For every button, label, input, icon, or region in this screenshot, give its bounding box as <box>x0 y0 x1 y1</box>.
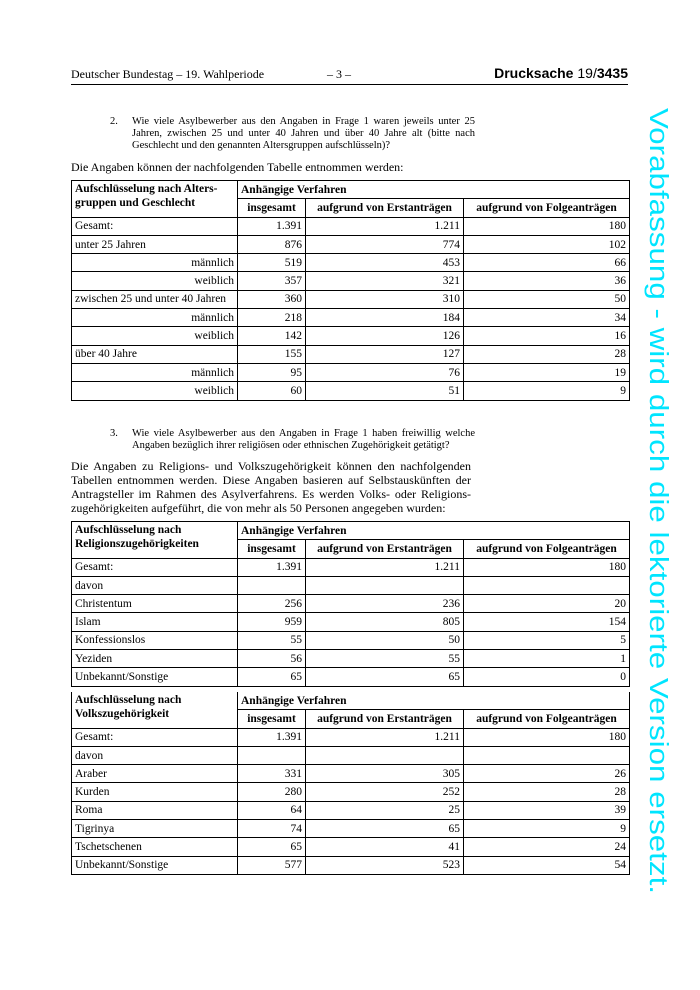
cell-first-applications: 126 <box>306 327 464 345</box>
cell-first-applications: 453 <box>306 254 464 272</box>
cell-follow-applications: 50 <box>464 290 630 308</box>
cell-follow-applications: 5 <box>464 631 630 649</box>
question-3-number: 3. <box>110 428 118 439</box>
cell-follow-applications: 0 <box>464 668 630 686</box>
table-row <box>72 272 630 290</box>
row-label: zwischen 25 und unter 40 Jahren <box>72 290 238 308</box>
cell-follow-applications: 19 <box>464 363 630 381</box>
row-label: Gesamt: <box>72 558 238 576</box>
cell-first-applications: 310 <box>306 290 464 308</box>
cell-first-applications: 774 <box>306 235 464 253</box>
row-label: weiblich <box>72 272 238 290</box>
cell-total: 1.391 <box>238 728 306 746</box>
cell-follow-applications: 28 <box>464 345 630 363</box>
table1-col-total: insgesamt <box>238 199 306 217</box>
cell-first-applications: 51 <box>306 382 464 400</box>
cell-first-applications: 1.211 <box>306 728 464 746</box>
cell-total: 876 <box>238 235 306 253</box>
cell-first-applications: 65 <box>306 820 464 838</box>
publisher-name: Deutscher Bundestag – 19. Wahlperiode <box>71 67 265 81</box>
table-row <box>72 290 630 308</box>
cell-total: 360 <box>238 290 306 308</box>
cell-total: 519 <box>238 254 306 272</box>
cell-first-applications: 55 <box>306 650 464 668</box>
cell-total: 55 <box>238 631 306 649</box>
table3-header-group: Anhängige Verfahren <box>238 692 630 710</box>
table-row <box>72 235 630 253</box>
table-row <box>72 820 630 838</box>
ethnicity-table <box>71 692 630 875</box>
row-label: über 40 Jahre <box>72 345 238 363</box>
cell-total: 331 <box>238 765 306 783</box>
cell-first-applications: 805 <box>306 613 464 631</box>
table-row <box>72 650 630 668</box>
question-2-number: 2. <box>110 116 118 127</box>
cell-follow-applications: 39 <box>464 801 630 819</box>
cell-first-applications: 321 <box>306 272 464 290</box>
row-label: Kurden <box>72 783 238 801</box>
cell-first-applications: 1.211 <box>306 217 464 235</box>
row-label: davon <box>72 576 238 594</box>
cell-follow-applications: 16 <box>464 327 630 345</box>
age-gender-table <box>71 180 630 401</box>
cell-follow-applications <box>464 746 630 764</box>
cell-total: 64 <box>238 801 306 819</box>
table-row <box>72 382 630 400</box>
cell-total: 577 <box>238 856 306 874</box>
row-label: weiblich <box>72 382 238 400</box>
question-3 <box>110 428 475 452</box>
cell-follow-applications: 154 <box>464 613 630 631</box>
doc-label: Drucksache <box>494 65 578 81</box>
cell-first-applications: 50 <box>306 631 464 649</box>
cell-follow-applications: 180 <box>464 217 630 235</box>
table-row <box>72 801 630 819</box>
question-2 <box>110 116 475 153</box>
row-label: Unbekannt/Sonstige <box>72 856 238 874</box>
cell-first-applications: 25 <box>306 801 464 819</box>
cell-follow-applications: 180 <box>464 558 630 576</box>
cell-total: 56 <box>238 650 306 668</box>
row-label: Araber <box>72 765 238 783</box>
cell-first-applications <box>306 746 464 764</box>
cell-total: 1.391 <box>238 217 306 235</box>
table3-col-follow: aufgrund von Folgeanträgen <box>464 710 630 728</box>
row-label: Gesamt: <box>72 728 238 746</box>
table-row <box>72 631 630 649</box>
question-2-text: Wie viele Asylbewerber aus den Angaben in Frage 1 waren jeweils unter 25 Jahren, zwischen 25 und unter 40 Jahren und über 40 Jahre alt (bitte nach Geschlecht und den genannten Altersgruppen aufschlüsseln)? <box>132 116 475 152</box>
cell-first-applications: 41 <box>306 838 464 856</box>
cell-total: 218 <box>238 309 306 327</box>
cell-follow-applications: 20 <box>464 595 630 613</box>
table1-header-group: Anhängige Verfahren <box>238 181 630 199</box>
cell-total: 959 <box>238 613 306 631</box>
row-label: Tschetschenen <box>72 838 238 856</box>
row-label: Unbekannt/Sonstige <box>72 668 238 686</box>
table1-col-follow: aufgrund von Folgeanträgen <box>464 199 630 217</box>
row-label: Yeziden <box>72 650 238 668</box>
cell-total <box>238 576 306 594</box>
draft-watermark-text: Vorabfassung - wird durch die lektorierte Version ersetzt. <box>644 108 672 748</box>
table3-header-left: Aufschlüsselung nach Volkszugehörigkeit <box>72 692 238 728</box>
row-label: weiblich <box>72 327 238 345</box>
cell-total: 60 <box>238 382 306 400</box>
table-row <box>72 746 630 764</box>
table2-header-left: Aufschlüsselung nach Religionszugehörigkeiten <box>72 522 238 559</box>
table2-header-group: Anhängige Verfahren <box>238 522 630 540</box>
cell-total: 357 <box>238 272 306 290</box>
table2-col-follow: aufgrund von Folgeanträgen <box>464 540 630 558</box>
cell-follow-applications: 26 <box>464 765 630 783</box>
cell-follow-applications: 9 <box>464 382 630 400</box>
table-row <box>72 217 630 235</box>
table1-col-first: aufgrund von Erstanträgen <box>306 199 464 217</box>
cell-follow-applications: 66 <box>464 254 630 272</box>
row-label: davon <box>72 746 238 764</box>
cell-follow-applications: 36 <box>464 272 630 290</box>
cell-total: 74 <box>238 820 306 838</box>
row-label: Gesamt: <box>72 217 238 235</box>
cell-first-applications: 236 <box>306 595 464 613</box>
table-row <box>72 345 630 363</box>
cell-total: 95 <box>238 363 306 381</box>
cell-follow-applications: 102 <box>464 235 630 253</box>
cell-first-applications: 65 <box>306 668 464 686</box>
cell-total: 142 <box>238 327 306 345</box>
row-label: unter 25 Jahren <box>72 235 238 253</box>
cell-follow-applications: 9 <box>464 820 630 838</box>
cell-follow-applications: 54 <box>464 856 630 874</box>
cell-total: 65 <box>238 838 306 856</box>
cell-follow-applications: 180 <box>464 728 630 746</box>
doc-number-prefix: 19/ <box>577 65 597 81</box>
table-row <box>72 595 630 613</box>
draft-watermark <box>638 108 682 898</box>
row-label: Tigrinya <box>72 820 238 838</box>
row-label: männlich <box>72 254 238 272</box>
table3-col-total: insgesamt <box>238 710 306 728</box>
table-row <box>72 309 630 327</box>
cell-follow-applications: 34 <box>464 309 630 327</box>
row-label: Roma <box>72 801 238 819</box>
page-header <box>71 66 628 85</box>
row-label: Islam <box>72 613 238 631</box>
cell-total: 280 <box>238 783 306 801</box>
table3-col-first: aufgrund von Erstanträgen <box>306 710 464 728</box>
cell-total: 1.391 <box>238 558 306 576</box>
cell-first-applications: 76 <box>306 363 464 381</box>
table-row <box>72 765 630 783</box>
table-row <box>72 856 630 874</box>
row-label: männlich <box>72 363 238 381</box>
table-row <box>72 558 630 576</box>
row-label: männlich <box>72 309 238 327</box>
page-number: – 3 – <box>327 67 351 81</box>
cell-first-applications: 252 <box>306 783 464 801</box>
table-row <box>72 668 630 686</box>
row-label: Christentum <box>72 595 238 613</box>
cell-total: 155 <box>238 345 306 363</box>
document-number <box>494 65 628 81</box>
answer-2-text: Die Angaben können der nachfolgenden Tabelle entnommen werden: <box>71 160 404 174</box>
table2-col-first: aufgrund von Erstanträgen <box>306 540 464 558</box>
table-row <box>72 613 630 631</box>
answer-3-text: Die Angaben zu Religions- und Volkszugehörigkeit können den nachfolgenden Tabellen entnommen werden. Diese Angaben basieren auf Selbstauskünften der Antragsteller im Rahmen des Asylverfahrens. Es werden Volks- oder Religions-zugehörigkeiten aufgeführt, die von mehr als 50 Personen angegeben wurden: <box>71 459 471 515</box>
cell-total <box>238 746 306 764</box>
table1-header-left: Aufschlüsselung nach Alters-gruppen und Geschlecht <box>72 181 238 218</box>
table-row <box>72 576 630 594</box>
table-row <box>72 838 630 856</box>
cell-follow-applications <box>464 576 630 594</box>
table-row <box>72 254 630 272</box>
table-row <box>72 728 630 746</box>
cell-first-applications: 1.211 <box>306 558 464 576</box>
cell-first-applications: 127 <box>306 345 464 363</box>
cell-first-applications: 184 <box>306 309 464 327</box>
table-row <box>72 363 630 381</box>
cell-total: 256 <box>238 595 306 613</box>
religion-table <box>71 521 630 687</box>
cell-first-applications: 523 <box>306 856 464 874</box>
doc-number: 3435 <box>596 65 628 81</box>
cell-first-applications: 305 <box>306 765 464 783</box>
cell-follow-applications: 28 <box>464 783 630 801</box>
table2-col-total: insgesamt <box>238 540 306 558</box>
table-row <box>72 783 630 801</box>
cell-follow-applications: 1 <box>464 650 630 668</box>
row-label: Konfessionslos <box>72 631 238 649</box>
table-row <box>72 327 630 345</box>
cell-first-applications <box>306 576 464 594</box>
cell-follow-applications: 24 <box>464 838 630 856</box>
question-3-text: Wie viele Asylbewerber aus den Angaben in Frage 1 haben freiwillig welche Angaben bezüglich ihrer religiösen oder ethnischen Zugehörigkeit getätigt? <box>132 428 475 452</box>
cell-total: 65 <box>238 668 306 686</box>
